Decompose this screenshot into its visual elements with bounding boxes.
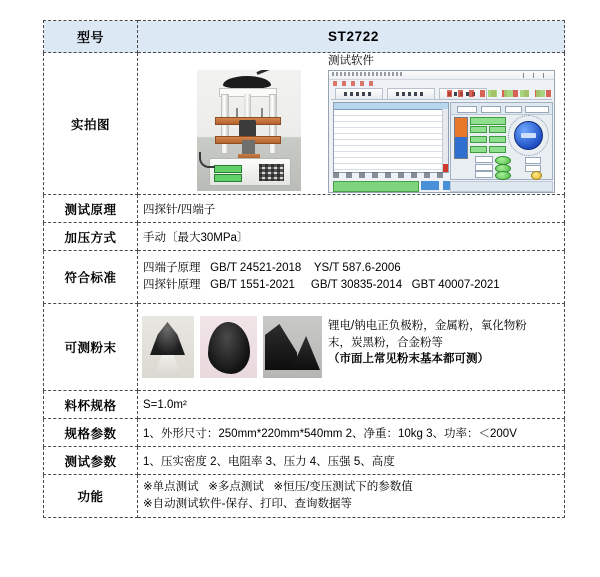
- window-controls: [523, 73, 551, 78]
- panel-readout-2: [475, 164, 493, 171]
- standard-line-2: 四探针原理 GB/T 1551-2021 GB/T 30835-2014 GBT 40007-2021: [143, 279, 500, 291]
- powder-line-1: 锂电/钠电正负极粉，金属粉，氧化物粉: [328, 320, 527, 332]
- table-row-pressurization: [44, 223, 565, 251]
- panel-green-field-4: [470, 136, 487, 143]
- spec-table: [43, 20, 565, 518]
- panel-readout-3: [475, 171, 493, 178]
- powder-sample-images: [140, 311, 324, 383]
- software-toolbar: [333, 81, 373, 86]
- sample-mold: [242, 140, 255, 155]
- row-label-powder: 可测粉末: [44, 304, 138, 391]
- software-status-bar: [333, 181, 419, 192]
- machine-photo: [197, 70, 301, 191]
- power-cable: [199, 152, 215, 168]
- powder-description: [328, 318, 553, 368]
- dial-field-1: [525, 157, 541, 164]
- photo-stage: [138, 70, 559, 193]
- powder-line-bold: （市面上常见粉末基本都可测）: [328, 353, 489, 366]
- dial-indicator: [531, 171, 542, 180]
- row-label-photos: 实拍图: [44, 53, 138, 195]
- pressure-dial: [514, 121, 543, 150]
- function-line-1: ※单点测试 ※多点测试 ※恒压/变压测试下的参数值: [143, 481, 413, 494]
- panel-indicator-3: [495, 171, 511, 180]
- standard-line-1: 四端子原理 GB/T 24521-2018 YS/T 587.6-2006: [143, 262, 401, 275]
- powder-content: [138, 304, 559, 390]
- software-status-chips: [488, 90, 552, 97]
- row-label-cup-spec: 料杯规格: [44, 391, 138, 419]
- panel-field-1: [457, 106, 477, 113]
- software-title-text: [332, 72, 402, 76]
- software-caption: 测试软件: [328, 55, 374, 67]
- software-tab-2: [387, 88, 435, 100]
- powder-line-2: 末，炭黑粉，合金粉等: [328, 336, 443, 349]
- software-grid-header: [334, 103, 448, 110]
- row-label-test-params: 测试参数: [44, 447, 138, 475]
- table-row-spec-params: [44, 419, 565, 447]
- panel-field-2: [481, 106, 501, 113]
- row-value-spec-params: 1、外形尺寸：250mm*220mm*540mm 2、净重：10kg 3、功率：＜200V: [138, 419, 565, 447]
- software-screenshot: [328, 70, 555, 193]
- controller-display-top: [214, 165, 242, 173]
- software-titlebar: [329, 71, 554, 80]
- table-row-powder: [44, 304, 565, 391]
- pressure-gauge-bar: [454, 117, 468, 159]
- handwheel-stem: [256, 70, 278, 75]
- row-label-pressurization: 加压方式: [44, 223, 138, 251]
- powder-sample-beaker-photo: [142, 316, 194, 378]
- table-row-photos: [44, 53, 565, 195]
- row-value-standards: [138, 251, 565, 304]
- row-value-model: ST2722: [138, 21, 565, 53]
- panel-green-field-7: [489, 146, 506, 153]
- row-value-pressurization: 手动〔最大30MPa〕: [138, 223, 565, 251]
- product-spec-sheet: [43, 20, 557, 562]
- software-tab-1: [335, 88, 383, 100]
- software-grid-scrollbar: [442, 109, 448, 172]
- row-value-principle: 四探针/四端子: [138, 195, 565, 223]
- software-grid-footer: [333, 172, 447, 178]
- row-label-standards: 符合标准: [44, 251, 138, 304]
- software-grid-rows: [334, 110, 448, 172]
- panel-green-field-6: [470, 146, 487, 153]
- powder-sample-piles-photo: [263, 316, 322, 378]
- panel-green-field-1: [470, 117, 506, 125]
- row-value-photos: [138, 53, 565, 195]
- row-label-spec-params: 规格参数: [44, 419, 138, 447]
- panel-readout-1: [475, 156, 493, 163]
- table-row-test-params: [44, 447, 565, 475]
- software-data-grid: [333, 102, 449, 173]
- software-control-panel: [450, 102, 553, 180]
- table-row-functions: [44, 475, 565, 518]
- table-row-cup-spec: [44, 391, 565, 419]
- panel-field-3: [505, 106, 522, 113]
- row-label-functions: 功能: [44, 475, 138, 518]
- load-cell: [239, 120, 256, 137]
- function-line-2: ※自动测试软件-保存、打印、查询数据等: [143, 498, 352, 510]
- panel-green-field-2: [470, 126, 487, 133]
- row-value-test-params: 1、压实密度 2、电阻率 3、压力 4、压强 5、高度: [138, 447, 565, 475]
- table-row-model: [44, 21, 565, 53]
- row-value-functions: [138, 475, 565, 518]
- row-label-principle: 测试原理: [44, 195, 138, 223]
- panel-field-4: [525, 106, 549, 113]
- panel-green-field-3: [489, 126, 506, 133]
- table-row-principle: [44, 195, 565, 223]
- software-panel-footer: [450, 181, 553, 192]
- row-label-model: 型号: [44, 21, 138, 53]
- panel-green-field-5: [489, 136, 506, 143]
- row-value-powder: [138, 304, 565, 391]
- table-row-standards: [44, 251, 565, 304]
- row-value-cup-spec: S=1.0m²: [138, 391, 565, 419]
- controller-keypad: [259, 164, 284, 181]
- controller-display-bottom: [214, 174, 242, 182]
- powder-sample-heap-photo: [200, 316, 257, 378]
